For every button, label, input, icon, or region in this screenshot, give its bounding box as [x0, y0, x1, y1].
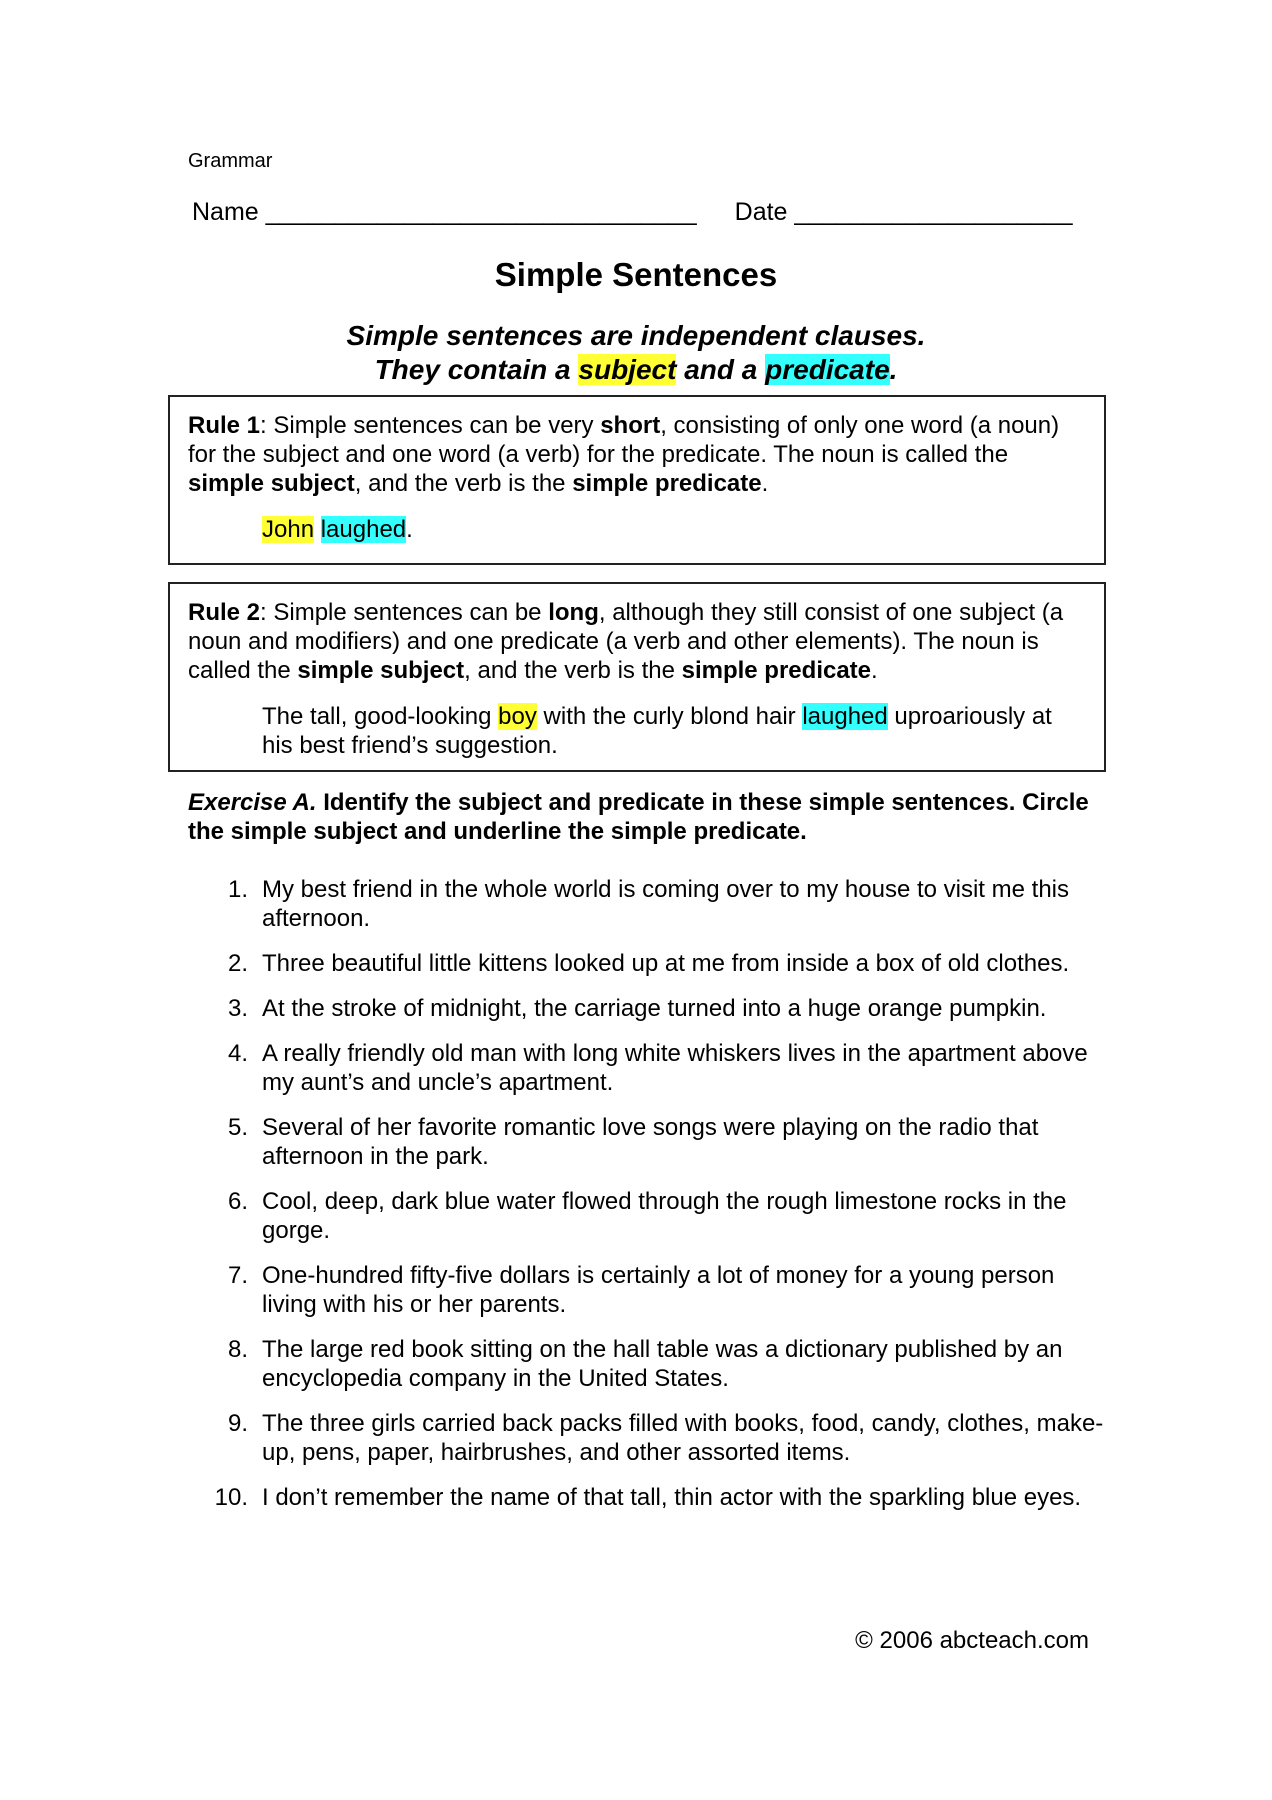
rule-bold-term: simple predicate: [681, 657, 872, 684]
list-item: [188, 1483, 1108, 1512]
item-number: 9.: [227, 1410, 248, 1437]
rule-1-box: [168, 395, 1106, 565]
list-item: [188, 1335, 1108, 1393]
name-date-row: [192, 198, 1073, 227]
intro-line-2: [0, 353, 1272, 387]
item-number: 1.: [227, 876, 248, 903]
item-number: 4.: [227, 1040, 248, 1067]
item-sentence: The large red book sitting on the hall table was a dictionary published by an encyclopedia company in the United States.: [262, 1336, 1063, 1392]
date-field-label: Date ____________________: [734, 198, 1073, 226]
rule-text: , and the verb is the: [464, 657, 682, 684]
rule-text: : Simple sentences can be very: [260, 412, 601, 439]
exercise-instructions: Identify the subject and predicate in these simple sentences. Circle the simple subject and underline the simple predicate.: [188, 789, 1089, 845]
example-subject: boy: [498, 703, 537, 730]
rule-2-box: [168, 582, 1106, 772]
example-text: uproariously at his best friend’s suggestion.: [262, 703, 1052, 759]
item-sentence: One-hundred fifty-five dollars is certainly a lot of money for a young person living with his or her parents.: [262, 1262, 1055, 1318]
copyright-footer: © 2006 abcteach.com: [855, 1627, 1089, 1654]
rule-bold-term: short: [600, 412, 661, 439]
intro-text: and a: [676, 354, 766, 385]
predicate-highlight: predicate: [765, 354, 890, 385]
example-text: .: [406, 516, 413, 543]
rule-2-text: [188, 598, 1086, 685]
example-text: [314, 516, 321, 543]
list-item: [188, 949, 1108, 978]
item-number: 10.: [214, 1484, 248, 1511]
item-sentence: At the stroke of midnight, the carriage turned into a huge orange pumpkin.: [262, 995, 1047, 1022]
rule-1-example: [262, 515, 1086, 544]
item-number: 7.: [227, 1262, 248, 1289]
rule-2-example: [262, 702, 1086, 760]
rule-text: , and the verb is the: [354, 470, 573, 497]
item-sentence: Several of her favorite romantic love songs were playing on the radio that afternoon in the park.: [262, 1114, 1039, 1170]
rule-2-label: Rule 2: [188, 599, 261, 626]
item-number: 8.: [227, 1336, 248, 1363]
exercise-heading: [188, 788, 1128, 846]
intro-line-1: Simple sentences are independent clauses.: [346, 320, 926, 351]
item-number: 6.: [227, 1188, 248, 1215]
rule-text: , although they still consist of one subject (a noun and modifiers) and one predicate (a verb and other elements). The noun is called the: [188, 599, 1064, 684]
list-item: [188, 1113, 1108, 1171]
item-sentence: A really friendly old man with long white whiskers lives in the apartment above my aunt’s and uncle’s apartment.: [262, 1040, 1088, 1096]
rule-text: , consisting of only one word (a noun) for the subject and one word (a verb) for the predicate. The noun is called the: [188, 412, 1060, 468]
rule-text: .: [871, 657, 878, 684]
rule-bold-term: simple subject: [188, 470, 355, 497]
list-item: [188, 994, 1108, 1023]
category-label: Grammar: [188, 150, 273, 172]
item-number: 3.: [227, 995, 248, 1022]
list-item: [188, 1261, 1108, 1319]
item-sentence: Three beautiful little kittens looked up at me from inside a box of old clothes.: [262, 950, 1070, 977]
example-predicate: laughed: [320, 516, 407, 543]
intro-text: They contain a: [374, 354, 579, 385]
subject-highlight: subject: [578, 354, 677, 385]
list-item: [188, 1039, 1108, 1097]
example-predicate: laughed: [802, 703, 888, 730]
example-text: with the curly blond hair: [536, 703, 803, 730]
rule-bold-term: simple subject: [297, 657, 465, 684]
exercise-label: Exercise A.: [188, 789, 317, 816]
rule-1-label: Rule 1: [188, 412, 261, 439]
intro-statement: [0, 319, 1272, 387]
item-sentence: I don’t remember the name of that tall, thin actor with the sparkling blue eyes.: [262, 1484, 1082, 1511]
intro-text: .: [889, 354, 898, 385]
rule-1-text: [188, 411, 1086, 498]
exercise-list: [188, 875, 1108, 1528]
item-number: 5.: [227, 1114, 248, 1141]
page-title: Simple Sentences: [494, 256, 778, 293]
rule-text: : Simple sentences can be: [260, 599, 549, 626]
item-sentence: My best friend in the whole world is coming over to my house to visit me this afternoon.: [262, 876, 1069, 932]
item-sentence: Cool, deep, dark blue water flowed through the rough limestone rocks in the gorge.: [262, 1188, 1067, 1244]
rule-bold-term: long: [548, 599, 599, 626]
example-subject: John: [262, 516, 315, 543]
rule-text: .: [761, 470, 769, 497]
item-sentence: The three girls carried back packs filled with books, food, candy, clothes, make-up, pens, paper, hairbrushes, and other assorted items.: [262, 1410, 1104, 1466]
name-field-label: Name _______________________________: [192, 198, 697, 226]
list-item: [188, 1409, 1108, 1467]
rule-bold-term: simple predicate: [572, 470, 762, 497]
list-item: [188, 875, 1108, 933]
list-item: [188, 1187, 1108, 1245]
example-text: The tall, good-looking: [262, 703, 499, 730]
item-number: 2.: [227, 950, 248, 977]
